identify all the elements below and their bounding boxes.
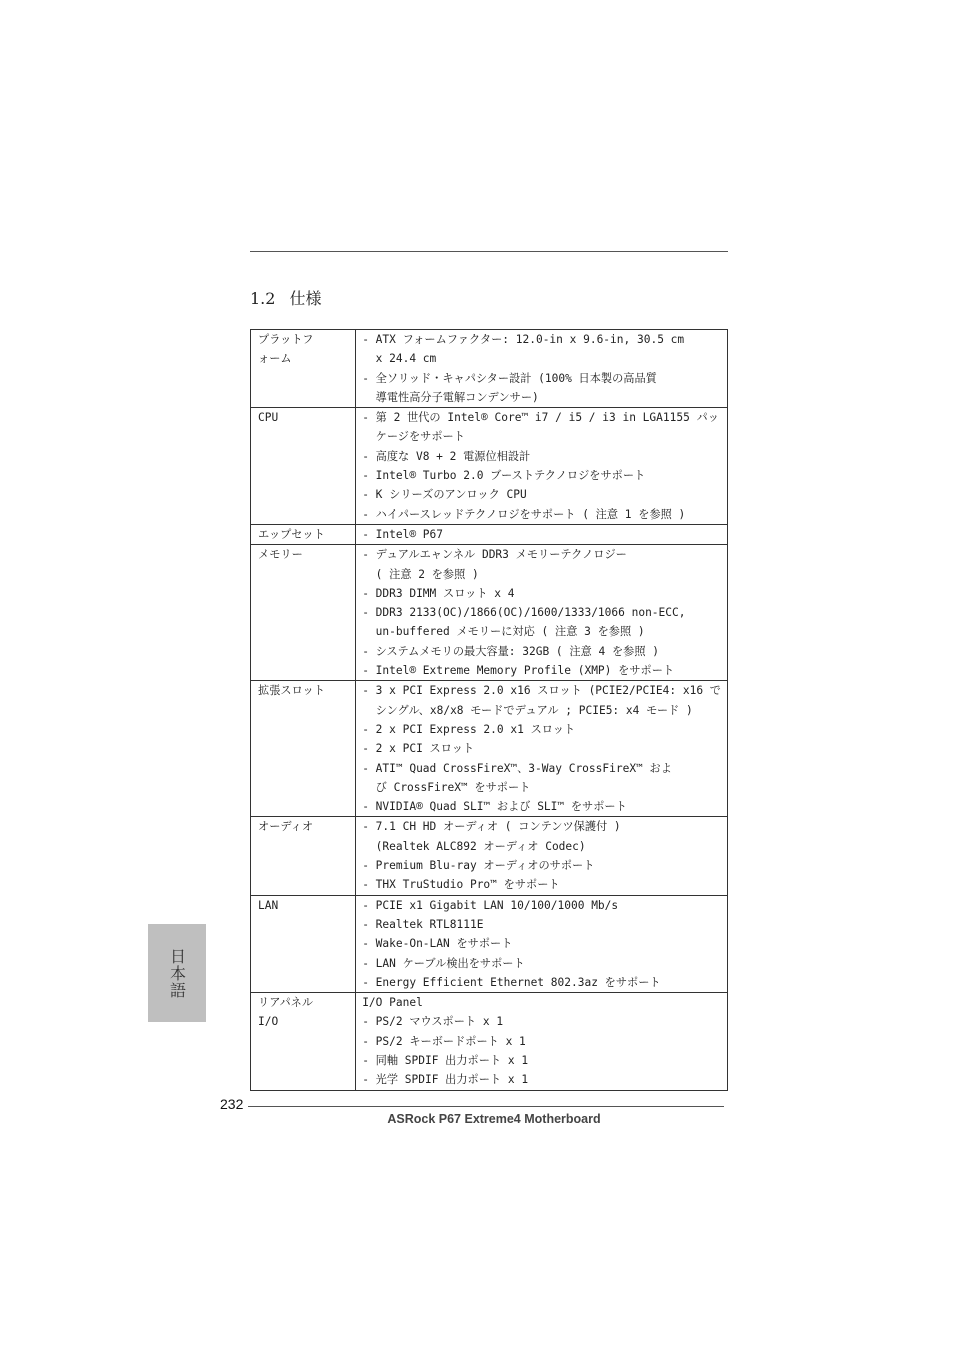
spec-row bbox=[251, 545, 728, 681]
spec-line: - THX TruStudio Pro™ をサポート bbox=[362, 878, 560, 892]
spec-line: - デュアルエャンネル DDR3 メモリーテクノロジー bbox=[362, 548, 627, 562]
spec-row bbox=[251, 895, 728, 992]
spec-line: - 全ソリッド・キャパシター設計 (100% 日本製の高品質 bbox=[362, 371, 657, 385]
spec-line: - 高度な V8 + 2 電源位相設計 bbox=[362, 449, 531, 463]
spec-line: - 3 x PCI Express 2.0 x16 スロット (PCIE2/PCIE4: x16 で bbox=[362, 684, 721, 698]
spec-line: ( 注意 2 を参照 ) bbox=[362, 567, 479, 581]
spec-line: - ATI™ Quad CrossFireX™、3-Way CrossFireX™ およ bbox=[362, 761, 672, 775]
spec-line: - PS/2 マウスポート x 1 bbox=[362, 1015, 504, 1029]
spec-line: - Wake-On-LAN をサポート bbox=[362, 937, 513, 951]
spec-label: ォーム bbox=[258, 352, 292, 366]
spec-label: メモリー bbox=[258, 548, 303, 562]
footer-product-name: ASRock P67 Extreme4 Motherboard bbox=[387, 1112, 601, 1126]
spec-value-cell bbox=[356, 545, 728, 681]
specifications-table bbox=[250, 329, 728, 1091]
spec-label: I/O bbox=[258, 1015, 279, 1029]
spec-line: - システムメモリの最大容量: 32GB ( 注意 4 を参照 ) bbox=[362, 644, 660, 658]
spec-line: - NVIDIA® Quad SLI™ および SLI™ をサポート bbox=[362, 800, 627, 814]
spec-label: オーディオ bbox=[258, 820, 314, 834]
spec-line: - 光学 SPDIF 出力ポート x 1 bbox=[362, 1073, 529, 1087]
spec-line: シングル、x8/x8 モードでデュアル ; PCIE5: x4 モード ) bbox=[362, 703, 693, 717]
spec-row bbox=[251, 524, 728, 544]
spec-line: - 同軸 SPDIF 出力ポート x 1 bbox=[362, 1053, 529, 1067]
spec-value-cell bbox=[356, 330, 728, 408]
spec-line: I/O Panel bbox=[362, 996, 423, 1010]
spec-line: - ハイパースレッドテクノロジをサポート ( 注意 1 を参照 ) bbox=[362, 507, 686, 521]
spec-label: プラットフ bbox=[258, 333, 314, 346]
spec-value-cell bbox=[356, 993, 728, 1090]
spec-row bbox=[251, 817, 728, 895]
language-tab bbox=[148, 924, 206, 1022]
section-title: 仕様 bbox=[289, 289, 322, 308]
spec-line: - DDR3 2133(OC)/1866(OC)/1600/1333/1066 non-ECC, bbox=[362, 606, 686, 620]
spec-line: ケージをサポート bbox=[362, 430, 465, 444]
spec-label-cell bbox=[251, 681, 356, 817]
spec-line: (Realtek ALC892 オーディオ Codec) bbox=[362, 839, 586, 853]
spec-value-cell bbox=[356, 895, 728, 992]
spec-label-cell bbox=[251, 545, 356, 681]
spec-value-cell bbox=[356, 524, 728, 544]
spec-line: - Intel® Turbo 2.0 ブーストテクノロジをサポート bbox=[362, 469, 646, 483]
language-tab-label: 日本語 bbox=[167, 947, 187, 999]
spec-line: - PS/2 キーボードポート x 1 bbox=[362, 1034, 526, 1048]
spec-line: - 7.1 CH HD オーディオ ( コンテンツ保護付 ) bbox=[362, 820, 621, 834]
spec-line: 導電性高分子電解コンデンサー) bbox=[362, 390, 539, 404]
spec-line: - Realtek RTL8111E bbox=[362, 917, 484, 931]
spec-label: エップセット bbox=[258, 527, 325, 541]
section-heading bbox=[250, 286, 321, 309]
spec-line: - ATX フォームファクター: 12.0-in x 9.6-in, 30.5 cm bbox=[362, 333, 685, 346]
spec-label-cell bbox=[251, 895, 356, 992]
spec-line: - Intel® Extreme Memory Profile (XMP) をサポート bbox=[362, 664, 675, 678]
spec-line: - LAN ケーブル検出をサポート bbox=[362, 956, 525, 970]
spec-label-cell bbox=[251, 408, 356, 525]
spec-line: x 24.4 cm bbox=[362, 352, 437, 366]
spec-label: LAN bbox=[258, 898, 279, 912]
spec-value-cell bbox=[356, 817, 728, 895]
spec-label: リアパネル bbox=[258, 996, 314, 1010]
spec-line: び CrossFireX™ をサポート bbox=[362, 780, 531, 794]
spec-line: - Intel® P67 bbox=[362, 527, 444, 541]
spec-label-cell bbox=[251, 330, 356, 408]
spec-row bbox=[251, 681, 728, 817]
spec-line: - Energy Efficient Ethernet 802.3az をサポート bbox=[362, 975, 661, 989]
spec-value-cell bbox=[356, 681, 728, 817]
section-number: 1.2 bbox=[250, 289, 276, 308]
page-number: 232 bbox=[220, 1096, 244, 1112]
spec-line: - DDR3 DIMM スロット x 4 bbox=[362, 586, 515, 600]
top-divider bbox=[250, 251, 728, 252]
spec-line: - Premium Blu-ray オーディオのサポート bbox=[362, 859, 595, 873]
spec-line: - 2 x PCI Express 2.0 x1 スロット bbox=[362, 722, 576, 736]
spec-row bbox=[251, 330, 728, 408]
spec-label-cell bbox=[251, 524, 356, 544]
spec-line: un-buffered メモリーに対応 ( 注意 3 を参照 ) bbox=[362, 625, 645, 639]
spec-label-cell bbox=[251, 817, 356, 895]
spec-label-cell bbox=[251, 993, 356, 1090]
spec-row bbox=[251, 993, 728, 1090]
spec-line: - K シリーズのアンロック CPU bbox=[362, 488, 527, 502]
spec-line: - 2 x PCI スロット bbox=[362, 742, 475, 756]
spec-value-cell bbox=[356, 408, 728, 525]
footer-divider bbox=[248, 1106, 724, 1107]
spec-line: - PCIE x1 Gigabit LAN 10/100/1000 Mb/s bbox=[362, 898, 619, 912]
spec-line: - 第 2 世代の Intel® Core™ i7 / i5 / i3 in LGA1155 パッ bbox=[362, 411, 719, 425]
spec-label: 拡張スロット bbox=[258, 684, 325, 698]
spec-row bbox=[251, 408, 728, 525]
spec-label: CPU bbox=[258, 411, 279, 425]
